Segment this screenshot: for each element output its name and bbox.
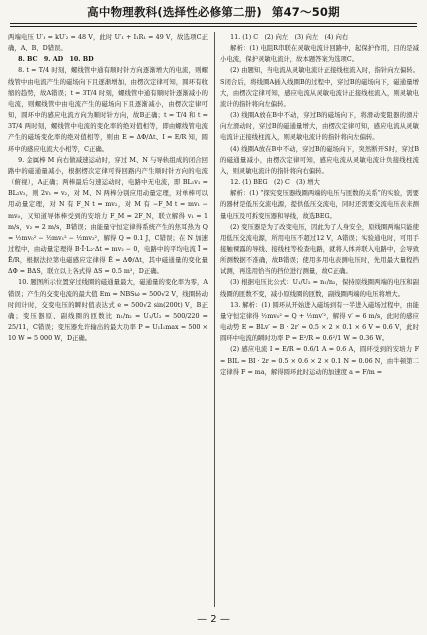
solution-paragraph: (3) 根据电压比公式：U₁/U₂ = n₁/n₂，保持原线圈两端的电压和副线圈的匝数不变，减小原线圈的匝数，副线圈两端的电压将增大。	[220, 279, 419, 298]
answer-key-line: 8. BC 9. AD 10. BD	[18, 56, 94, 64]
solution-paragraph: 13. 解析：(1) 圆环从开始进入磁场到有一半进入磁场过程中，由能量守恒定律得 ½mv₀² = Q + ½mv′²，解得 v′ = 6 m/s，此时的感应电动势 E = BLv′ = B · 2r′ = 0.5 × 2 × 0.1 × 6 V = 0.6 V，此时圆环中电流的瞬时功率 P = E²/R = 0.6²/1 W = 0.36 W。	[220, 301, 419, 343]
solution-paragraph: 10. 题图所示位置穿过线圈的磁通量最大，磁通量的变化率为零，A错误；产生的交变电流的最大值 Em = NBSω = 500√2 V，线圈转动时间计时，交变电压的瞬时值表达式 e = 500√2 sin(200t) V，B正确；变压器原、副线圈的匝数比 n₁/n₂ = U₁/U₂ = 500/220 = 25/11，C错误；变压器允许输出的最大功率 P = U₁I₁max = 500 × 10 W = 5 000 W，D正确。	[8, 279, 208, 343]
page-header	[10, 4, 417, 30]
left-column	[8, 32, 208, 607]
solution-paragraph: (2) 变压器是为了改变电压，因此为了人身安全，原线圈两端只能使用低压交流电源，所用电压不超过12 V，A错误；实验通电时，可用手接触裸露的导线、接线柱等检查电路，就将人体并联入电路中，会导致所测数据不准确，故B错误；使用多用电表测电压时，先用最大量程挡试测，再选用恰当的挡位进行测量，故C正确。	[220, 223, 419, 276]
page-footer	[0, 614, 427, 625]
column-divider	[214, 32, 215, 607]
header-rule-thick	[10, 23, 417, 24]
solution-paragraph: 12. (1) BEG (2) C (3) 增大	[230, 179, 320, 187]
solution-paragraph: 11. (1) C (2) 向左 (3) 向左 (4) 向右	[230, 34, 349, 41]
page-number: — 2 —	[197, 614, 230, 625]
right-column	[220, 32, 419, 607]
solution-paragraph: (3) 线圈A放在B中不动，穿过B的磁场向下，将滑动变阻器的滑片向左滑动时，穿过B的磁通量增大，由楞次定律可知，感应电流从灵敏电流计正接线柱流入，则灵敏电流计的指针将向左偏转。	[220, 112, 419, 142]
solution-paragraph: 8. t = T/4 时刻，螺线管中通有顺时针方向逐渐增大的电流，则螺线管中由电流产生的磁场向下且逐渐增加，由楞次定律可知，圆环有收缩的趋势，故A错误；t = 3T/4 时刻，螺线管中通有顺时针逐渐减小的电流，则螺线管中由电流产生的磁场向下且逐渐减小，由楞次定律可知，圆环中的感应电流方向为顺时针方向，故B正确；t = T/4 和 t = 3T/4 两时刻，螺线管中电流的变化率的绝对值相等，即由螺线管电流产生的磁场变化率的绝对值相等，则由 E = ΔΦ/Δt、I = E/R 知，圆环中的感应电流大小相等，C正确。	[8, 67, 208, 153]
solution-paragraph: 解析：(1) 电阻R串联在灵敏电流计回路中，起保护作用，目的是减小电流，保护灵敏电流计，故本题答案为选项C。	[220, 45, 419, 64]
solution-paragraph: (2) 由题知，当电流从灵敏电流计正接线柱流入时，指针向左偏转。S闭合后，将线圈A插入线圈B的过程中，穿过B的磁场向下，磁通量增大，由楞次定律可知，感应电流从灵敏电流计正接线柱流入，则灵敏电流计的指针将向左偏转。	[220, 67, 419, 108]
solution-paragraph: 解析：(1) “探究变压器线圈两端的电压与匝数的关系”的实验，需要的器材是低压交流电源，提供低压交流电，同时还需要交流电压表来测量电压及可拆变压器和导线，故选BEG。	[220, 190, 419, 220]
header-title: 高中物理教科(选择性必修第二册)	[87, 5, 262, 19]
header-title-line	[10, 4, 417, 20]
solution-paragraph: 两端电压 U′₁ = kU′₂ = 48 V，此时 U′₁ + I₁R₁ = 49 V，故选项C正确，A、B、D错误。	[8, 34, 208, 53]
solution-paragraph: (2) 感应电流 I = E/R = 0.6/1 A = 0.6 A，圆环受到的安培力 F = BIL = BI · 2r = 0.5 × 0.6 × 2 × 0.1 N = 0.06 N，由牛顿第二定律得 F = ma，解得圆环此时运动的加速度 a = F/m =	[220, 346, 419, 376]
solution-paragraph: (4) 线圈A放在B中不动，穿过B的磁场向下，突然断开S时，穿过B的磁通量减小，由楞次定律可知，感应电流从灵敏电流计负接线柱流入，则灵敏电流计的指针将向右偏转。	[220, 145, 419, 175]
header-rule-thin	[10, 26, 417, 27]
header-issue: 第47～50期	[271, 5, 340, 19]
solution-paragraph: 9. 金属棒 M 向右做减速运动时，穿过 M、N 与导轨组成的闭合回路中的磁通量减小，根据楞次定律可得回路内产生顺时针方向的电流（俯视），A正确；两棒最后匀速运动时，电路中无电流，即 BL₁v₁ = BL₂v₂，则 2v₁ = v₂，对 M、N 两棒分别应用动量定理，对单棒可以用动量定理，对 N 有 F_N t = mv₂，对 M 有 −F_M t = mv₁ − mv₀，又知道导体棒受到的安培力 F_M = 2F_N，联立解得 v₁ = 1 m/s，v₂ = 2 m/s，B错误；由能量守恒定律得系统产生的焦耳热为 Q = ½mv₀² − ½mv₁² − ½mv₂²，解得 Q = 0.1 J，C错误；在 N 加速过程中，由动量定理得 B·Ī·L₂·Δt = mv₂ − 0，电路中的平均电流 Ī = Ē/R，根据法拉第电磁感应定律得 Ē = ΔΦ/Δt，其中磁通量的变化量 ΔΦ = BΔS，联立以上各式得 ΔS = 0.5 m²，D正确。	[8, 156, 208, 276]
